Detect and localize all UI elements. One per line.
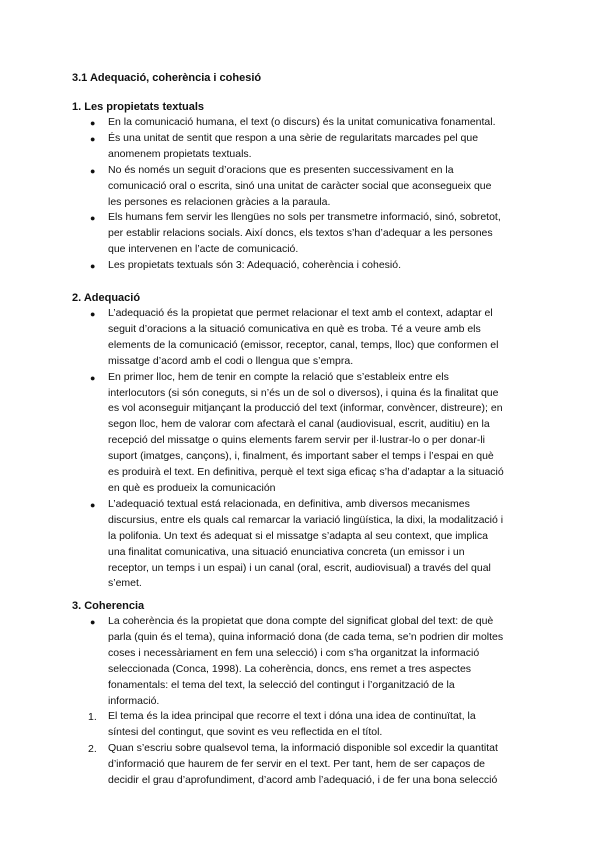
bullet-item — [72, 614, 542, 709]
text-line: les persones es relacionen gràcies a la paraula. — [108, 195, 331, 208]
text-line: L’adequació textual está relacionada, en definitiva, amb diversos mecanismes — [108, 497, 470, 510]
text-line: En la comunicació humana, el text (o discurs) és la unitat comunicativa fonamental. — [108, 116, 496, 128]
text-line: seguit d’oracions a la situació comunicativa en què es troba. Té a veure amb els — [108, 322, 481, 335]
text-line: És una unitat de sentit que respon a una sèrie de regularitats marcades pel que — [108, 131, 479, 144]
text-line: interlocutors (si són coneguts, si n’és un de sol o diversos), i quina és la finalitat que — [108, 386, 499, 399]
text-line: parla (quin és el tema), quina informació dona (de cada tema, se’n podrien dir moltes — [108, 630, 504, 643]
bullet-icon: ● — [90, 213, 96, 224]
text-line: Les propietats textuals són 3: Adequació, coherència i cohesió. — [108, 259, 402, 272]
text-line: es vol aconseguir mitjançant la producció del text (informar, convèncer, distreure); en — [108, 402, 503, 415]
text-line: fonamentals: el tema del text, la selecció del contingut i l’organització de la — [108, 678, 455, 691]
text-line: En primer lloc, hem de tenir en compte la relació que s’estableix entre els — [108, 370, 449, 383]
text-line: missatge d’acord amb el codi o llengua que s’empra. — [108, 354, 354, 367]
text-line: anomenem propietats textuals. — [108, 147, 252, 160]
text-line: en què es produeix la comunicación — [108, 481, 276, 494]
bullet-item — [72, 131, 542, 163]
text-line: segon lloc, hem de valorar com afectarà el canal (audiovisual, escrit, auditiu) en la — [108, 418, 490, 431]
section-heading: 1. Les propietats textuals — [72, 101, 205, 113]
text-line: seleccionada (Conca, 1998). La coherència, doncs, ens remet a tres aspectes — [108, 662, 472, 675]
bullet-icon: ● — [90, 617, 96, 627]
bullet-icon: ● — [90, 165, 96, 176]
text-line: síntesi del contingut, que sovint es veu reflectida en el títol. — [108, 726, 383, 739]
text-line: es produirà el text. En definitiva, perquè el text siga eficaç s’ha d’adaptar a la situació — [108, 466, 504, 479]
section — [72, 290, 542, 592]
list-number: 1. — [88, 711, 97, 724]
bullet-icon: ● — [90, 499, 96, 510]
text-line: per establir relacions socials. Així doncs, els textos s’han d’adequar a les persones — [108, 227, 493, 240]
bullet-item — [72, 370, 542, 497]
section — [72, 99, 542, 274]
text-line: decidir el grau d’aprofundiment, d’acord amb l’adequació, i de fer una bona selecció — [108, 774, 498, 787]
text-line: comunicació oral o escrita, sinó una unitat de caràcter social que aconsegueix que — [108, 179, 492, 192]
text-line: recepció del missatge o quins elements farem servir per il·lustrar-lo o per donar-li — [108, 434, 485, 447]
text-line: coses i necessàriament en fem una selecció) i com s’ha organitzat la informació — [108, 646, 480, 659]
section — [72, 598, 542, 789]
bullet-icon: ● — [90, 309, 96, 319]
bullet-item — [72, 306, 542, 370]
text-line: El tema és la idea principal que recorre el text i dóna una idea de continuïtat, la — [108, 710, 476, 723]
text-line: que intervenen en l’acte de comunicació. — [108, 243, 299, 256]
text-line: No és només un seguit d’oracions que es presenten successivament en la — [108, 163, 454, 176]
section-heading: 2. Adequació — [72, 292, 141, 304]
bullet-item — [72, 115, 542, 131]
bullet-icon: ● — [90, 133, 96, 144]
text-line: s’emet. — [108, 577, 142, 590]
text-line: informació. — [108, 694, 160, 707]
bullet-item — [72, 497, 542, 592]
document-title: 3.1 Adequació, coherència i cohesió — [72, 72, 262, 84]
text-line: d’informació que haurem de fer servir en el text. Per tant, hem de ser capaços de — [108, 758, 486, 771]
list-number: 2. — [88, 743, 97, 756]
text-line: receptor, un temps i un espai) i un canal (oral, escrit, audiovisual) a través del qual — [108, 561, 491, 574]
text-line: Els humans fem servir les llengües no sols per transmetre informació, sinó, sobretot, — [108, 211, 501, 224]
section-heading: 3. Coherencia — [72, 600, 145, 612]
text-line: La coherència és la propietat que dona compte del significat global del text: de què — [108, 615, 494, 627]
text-line: L’adequació és la propietat que permet relacionar el text amb el context, adaptar el — [108, 307, 493, 319]
numbered-item — [72, 709, 542, 741]
bullet-item — [72, 163, 542, 211]
text-line: la polifonia. Un text és adequat si el missatge s’adapta al seu context, que implica — [108, 529, 488, 542]
bullet-item — [72, 258, 542, 274]
bullet-icon: ● — [90, 372, 96, 383]
text-line: suport (imatges, cançons), i, finalment, és important saber el temps i l’espai en què — [108, 450, 494, 463]
bullet-icon: ● — [90, 261, 96, 272]
text-line: elements de la comunicació (emissor, receptor, canal, temps, lloc) que conformen el — [108, 338, 499, 351]
numbered-item — [72, 741, 542, 789]
text-line: discursius, entre els quals cal remarcar la variació lingüística, la dixi, la modalització i — [108, 513, 504, 526]
text-line: una finalitat comunicativa, una situació enunciativa concreta (un emissor i un — [108, 545, 465, 558]
bullet-item — [72, 210, 542, 258]
bullet-icon: ● — [90, 118, 96, 128]
text-line: Quan s’escriu sobre qualsevol tema, la informació disponible sol excedir la quantitat — [108, 742, 498, 755]
